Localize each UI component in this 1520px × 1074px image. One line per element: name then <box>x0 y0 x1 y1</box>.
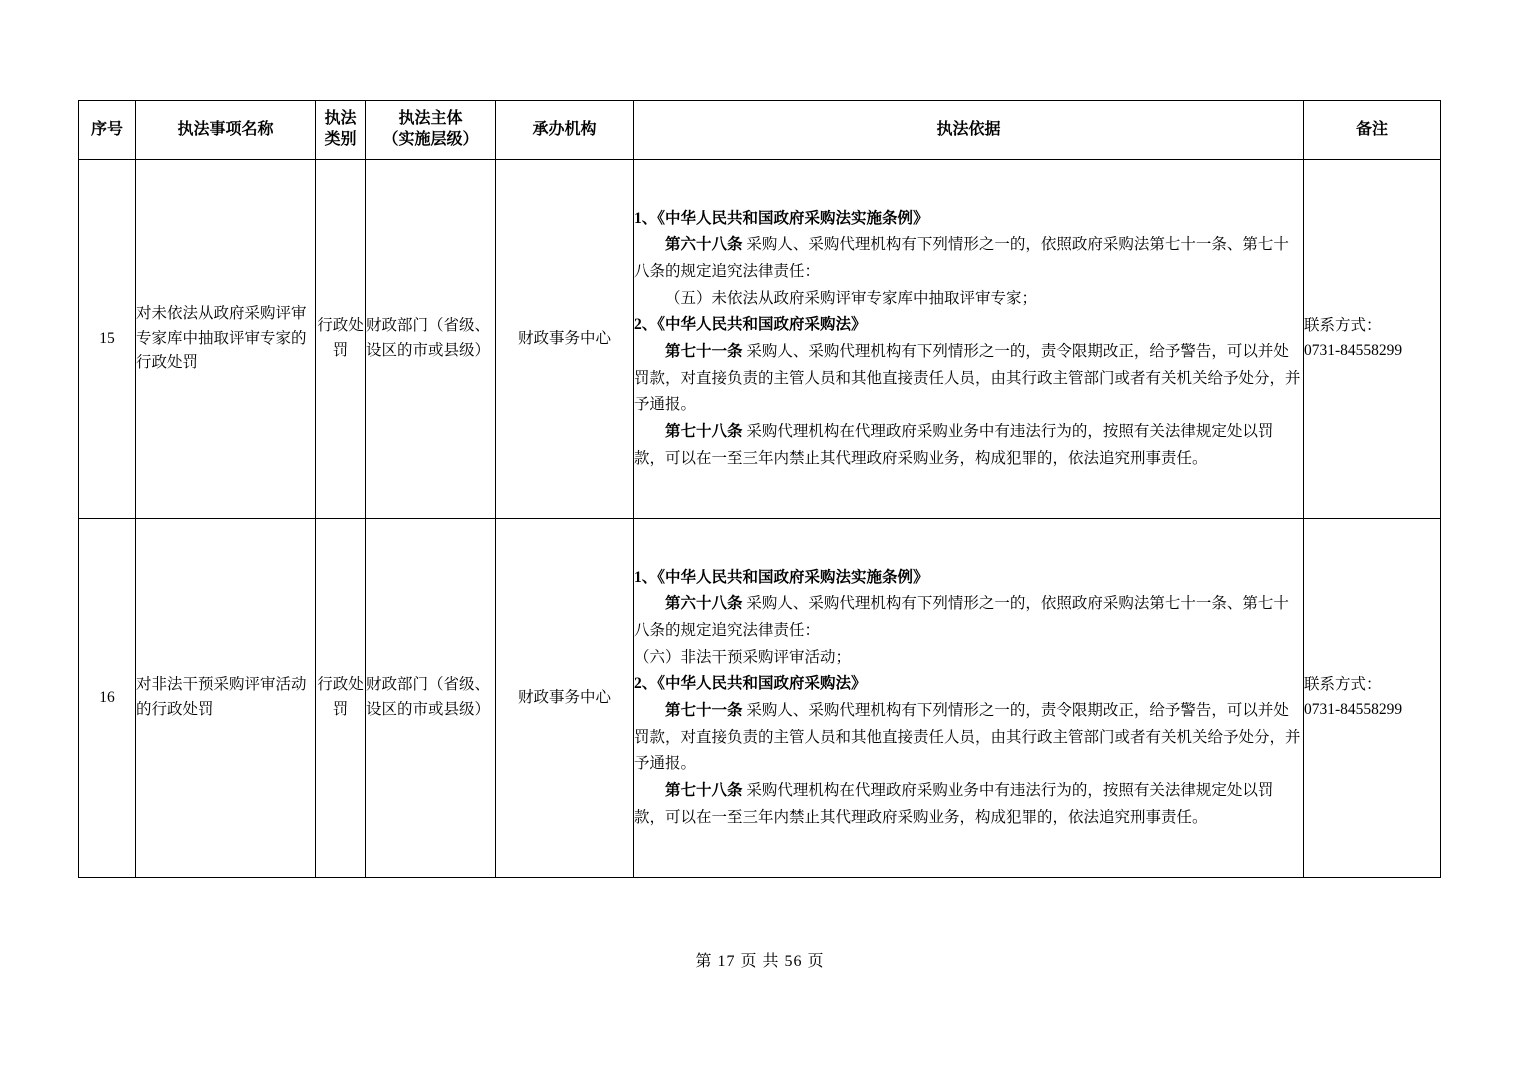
remark-label: 联系方式： <box>1304 676 1382 694</box>
basis-article-text: 采购人、采购代理机构有下列情形之一的，依照政府采购法第七十一条、第七十八条的规定追究法律责任： <box>634 236 1289 281</box>
basis-article-text-2: 采购人、采购代理机构有下列情形之一的，责令限期改正，给予警告，可以并处罚款，对直接负责的主管人员和其他直接责任人员，由其行政主管部门或者有关机关给予处分，并予通报。 <box>634 702 1301 773</box>
basis-article-2 <box>634 698 1303 778</box>
header-category-line2: 类别 <box>324 131 357 148</box>
basis-article-number-2: 第七十一条 <box>665 343 743 360</box>
row-subject: 财政部门（省级、设区的市或县级） <box>366 519 496 878</box>
header-seq-line1: 序号 <box>90 120 123 138</box>
row-basis <box>634 519 1304 878</box>
basis-law-title: 1、《中华人民共和国政府采购法实施条例》 <box>634 209 929 227</box>
header-subject <box>366 101 496 160</box>
row-subject: 财政部门（省级、设区的市或县级） <box>366 160 496 519</box>
header-category <box>316 101 366 160</box>
remark-phone: 0731-84558299 <box>1304 342 1403 359</box>
header-org-line1: 承办机构 <box>532 120 597 138</box>
basis-law-title: 1、《中华人民共和国政府采购法实施条例》 <box>634 568 929 586</box>
header-basis <box>634 101 1304 160</box>
basis-article-number: 第六十八条 <box>665 236 743 254</box>
header-remark <box>1304 101 1441 160</box>
row-seq: 16 <box>79 519 136 878</box>
header-seq <box>79 101 136 160</box>
basis-article <box>634 591 1303 644</box>
remark-label: 联系方式： <box>1304 317 1382 335</box>
enforcement-items-table <box>78 100 1441 878</box>
basis-article-number-3: 第七十八条 <box>665 422 743 440</box>
basis-article-number-3: 第七十八条 <box>665 781 743 799</box>
basis-article-text-3: 采购代理机构在代理政府采购业务中有违法行为的，按照有关法律规定处以罚款，可以在一至三年内禁止其代理政府采购业务，构成犯罪的，依法追究刑事责任。 <box>634 781 1274 826</box>
header-remark-line1: 备注 <box>1355 120 1388 138</box>
row-seq: 15 <box>79 160 136 519</box>
header-item-name-line1: 执法事项名称 <box>177 120 274 138</box>
table-row <box>79 160 1441 519</box>
basis-article-number: 第六十八条 <box>665 595 743 613</box>
basis-article-3 <box>634 419 1303 472</box>
basis-article-2 <box>634 339 1303 419</box>
header-item-name <box>136 101 316 160</box>
basis-article-number-2: 第七十一条 <box>665 702 743 719</box>
header-org <box>496 101 634 160</box>
header-basis-line1: 执法依据 <box>936 120 1001 138</box>
header-subject-line2: （实施层级） <box>382 131 479 148</box>
table-row <box>79 519 1441 878</box>
row-org: 财政事务中心 <box>496 519 634 878</box>
row-item-name: 对未依法从政府采购评审专家库中抽取评审专家的行政处罚 <box>136 160 316 519</box>
row-remark <box>1304 160 1441 519</box>
table-header-row <box>79 101 1441 160</box>
basis-law-title-2: 2、《中华人民共和国政府采购法》 <box>634 675 867 693</box>
basis-article-3 <box>634 778 1303 831</box>
basis-law-title-2: 2、《中华人民共和国政府采购法》 <box>634 316 867 334</box>
row-org: 财政事务中心 <box>496 160 634 519</box>
row-category: 行政处罚 <box>316 519 366 878</box>
row-item-name: 对非法干预采购评审活动的行政处罚 <box>136 519 316 878</box>
basis-article-text-3: 采购代理机构在代理政府采购业务中有违法行为的，按照有关法律规定处以罚款，可以在一至三年内禁止其代理政府采购业务，构成犯罪的，依法追究刑事责任。 <box>634 422 1274 467</box>
row-remark <box>1304 519 1441 878</box>
basis-item: （六）非法干预采购评审活动； <box>634 648 852 666</box>
basis-article-text: 采购人、采购代理机构有下列情形之一的，依照政府采购法第七十一条、第七十八条的规定追究法律责任： <box>634 595 1289 640</box>
basis-article <box>634 232 1303 285</box>
page-footer: 第 17 页 共 56 页 <box>695 953 825 970</box>
row-basis <box>634 160 1304 519</box>
remark-phone: 0731-84558299 <box>1304 701 1403 718</box>
basis-article-text-2: 采购人、采购代理机构有下列情形之一的，责令限期改正，给予警告，可以并处罚款，对直接负责的主管人员和其他直接责任人员，由其行政主管部门或者有关机关给予处分，并予通报。 <box>634 343 1301 414</box>
row-category: 行政处罚 <box>316 160 366 519</box>
header-subject-line1: 执法主体 <box>398 110 463 128</box>
basis-item: （五）未依法从政府采购评审专家库中抽取评审专家； <box>665 289 1038 307</box>
header-category-line1: 执法 <box>324 110 357 128</box>
